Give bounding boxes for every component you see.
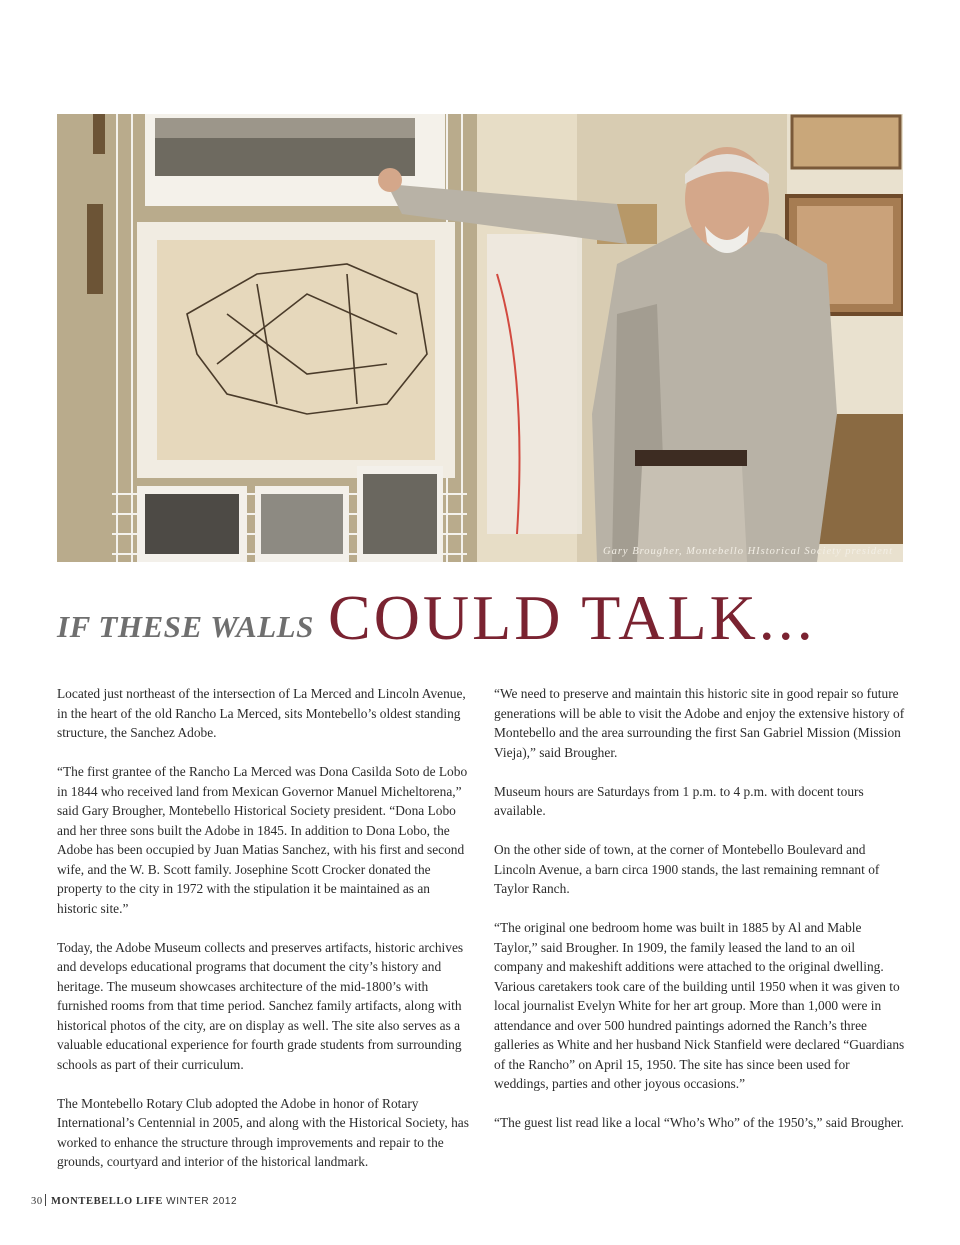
museum-scene-illustration [57,114,903,562]
paragraph: On the other side of town, at the corner of Montebello Boulevard and Lincoln Avenue, a barn circa 1900 stands, the last remaining remnant of Taylor Ranch. [494,842,880,896]
magazine-name: MONTEBELLO LIFE [50,1196,163,1207]
photo-caption: Gary Brougher, Montebello HIstorical Society president [602,546,893,557]
paragraph: Today, the Adobe Museum collects and preserves artifacts, historic archives and develops educational programs that document the city’s history and heritage. The museum showcases architecture of the mid-1800’s with furnished rooms from that time period. Sanchez family artifacts, along with historical photos of the city, are on display as well. The site also serves as a valuable educational experience for fourth grade students from surrounding schools as part of their curriculum. [57,939,464,1072]
paragraph: Museum hours are Saturdays from 1 p.m. to 4 p.m. with docent tours available. [494,783,864,818]
paragraph: “We need to preserve and maintain this historic site in good repair so future generations will be able to visit the Adobe and enjoy the extensive history of Montebello and the area surrounding the first San Gabriel Mission (Mission Vieja),” said Brougher. [494,686,905,760]
headline-main: COULD TALK... [328,582,816,653]
paragraph: The Montebello Rotary Club adopted the Adobe in honor of Rotary International’s Centennial in 2005, and along with the Historical Society, has worked to enhance the structure through improvements and repair to the grounds, courtyard and interior of the historical landmark. [57,1095,469,1169]
paragraph: “The original one bedroom home was built in 1885 by Al and Mable Taylor,” said Brougher. In 1909, the family leased the land to an oil company and makeshift additions were attached to the original dwelling. Various caretakers took care of the building until 1950 when it was given to local journalist Evelyn White for her art group. More than 1,000 were in attendance and over 500 hundred paintings adorned the Ranch’s three galleries as White and her husband Nick Stanfield were declared “Guardians of the Rancho” on April 15, 1950. The site has since been used for weddings, parties and other joyous occasions.” [494,920,905,1091]
issue-season: WINTER 2012 [166,1196,238,1207]
footer-divider [45,1194,46,1206]
article-headline [57,578,903,658]
page-footer [31,1194,237,1207]
feature-photo [57,114,903,562]
headline-lead: IF THESE WALLS [57,609,314,644]
paragraph: “The first grantee of the Rancho La Merced was Dona Casilda Soto de Lobo in 1844 who received land from Mexican Governor Manuel Micheltorena,” said Gary Brougher, Montebello Historical Society president. “Dona Lobo and her three sons built the Adobe in 1845. In addition to Dona Lobo, the Adobe has been occupied by Juan Matias Sanchez, with his first and second wife, and the W. B. Scott family. Josephine Scott Crocker donated the property to the city in 1972 with the stipulation it be maintained as an historic site.” [57,764,468,916]
article-column-left [57,684,471,1191]
article-column-right [494,684,906,1152]
paragraph: Located just northeast of the intersection of La Merced and Lincoln Avenue, in the heart of the old Rancho La Merced, sits Montebello’s oldest standing structure, the Sanchez Adobe. [57,686,466,740]
page-number: 30 [31,1196,43,1207]
paragraph: “The guest list read like a local “Who’s Who” of the 1950’s,” said Brougher. [494,1115,904,1130]
